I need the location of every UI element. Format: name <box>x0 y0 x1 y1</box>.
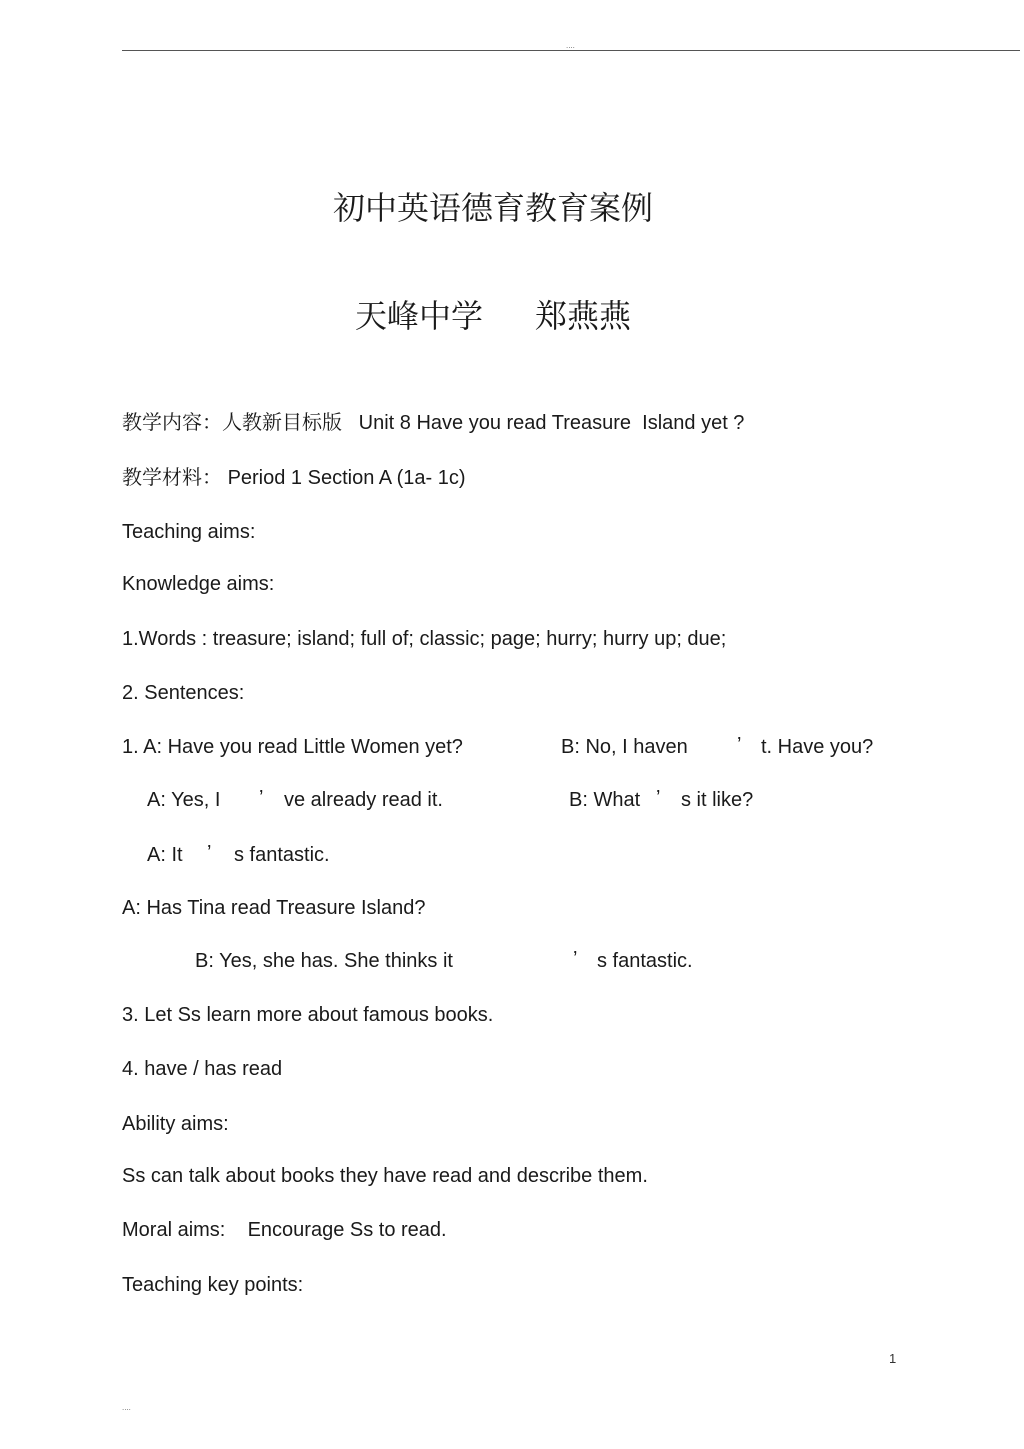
author-school: 天峰中学 <box>354 297 483 335</box>
dialogue1-b1-end: t. Have you? <box>761 736 874 758</box>
ability-aims-text: Ss can talk about books they have read and describe them. <box>122 1165 648 1187</box>
teaching-content-label: 教学内容：人教新目标版 <box>122 410 342 434</box>
dialogue1-b1-start: B: No, I haven <box>561 736 688 758</box>
dialogue2-b-apostrophe: ’ <box>573 948 578 970</box>
item-3: 3. Let Ss learn more about famous books. <box>122 1004 494 1026</box>
footer-dots: .... <box>122 1403 131 1412</box>
header-dots: .... <box>566 41 575 50</box>
dialogue1-b2-end: s it like? <box>681 789 754 811</box>
moral-aims-label: Moral aims: <box>122 1219 226 1241</box>
header-rule <box>122 50 1020 51</box>
teaching-materials-value: Period 1 Section A (1a- 1c) <box>227 467 466 489</box>
teaching-aims-heading: Teaching aims: <box>122 521 256 543</box>
teaching-key-points-heading: Teaching key points: <box>122 1274 304 1296</box>
knowledge-aims-heading: Knowledge aims: <box>122 573 275 595</box>
dialogue1-a2-start: A: Yes, I <box>147 789 221 811</box>
teaching-materials-line <box>122 465 465 490</box>
teaching-content-line <box>122 410 744 435</box>
dialogue2-a: A: Has Tina read Treasure Island? <box>122 897 426 919</box>
author-line <box>0 296 986 336</box>
page-number: 1 <box>889 1351 897 1366</box>
words-line: 1.Words : treasure; island; full of; classic; page; hurry; hurry up; due; <box>122 628 727 650</box>
dialogue1-a3-apostrophe: ’ <box>207 842 212 864</box>
dialogue1-a2-end: ve already read it. <box>284 789 443 811</box>
author-name: 郑燕燕 <box>535 297 632 335</box>
dialogue1-b2-apostrophe: ’ <box>656 787 661 809</box>
dialogue1-a3-end: s fantastic. <box>234 844 330 866</box>
dialogue1-b2-start: B: What <box>569 789 641 811</box>
sentences-heading: 2. Sentences: <box>122 682 245 704</box>
dialogue1-b1-apostrophe: ’ <box>737 734 742 756</box>
teaching-materials-label: 教学材料： <box>122 465 222 489</box>
item-4: 4. have / has read <box>122 1058 283 1080</box>
document-title: 初中英语德育教育案例 <box>332 189 653 227</box>
teaching-content-value: Unit 8 Have you read Treasure Island yet ? <box>358 412 745 434</box>
moral-aims-value: Encourage Ss to read. <box>247 1219 447 1241</box>
dialogue1-a1: 1. A: Have you read Little Women yet? <box>122 736 463 758</box>
dialogue2-b-start: B: Yes, she has. She thinks it <box>195 950 453 972</box>
dialogue2-b-end: s fantastic. <box>597 950 693 972</box>
moral-aims-line <box>122 1218 447 1242</box>
dialogue1-a3-start: A: It <box>147 844 183 866</box>
dialogue1-a2-apostrophe: ’ <box>259 787 264 809</box>
ability-aims-heading: Ability aims: <box>122 1113 229 1135</box>
